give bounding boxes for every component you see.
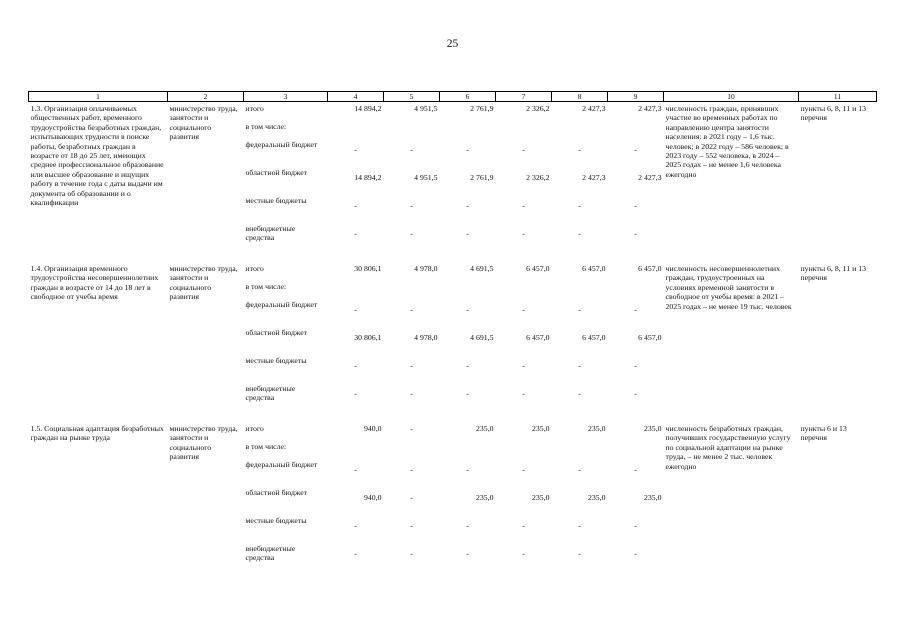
- amount-cell: -: [354, 201, 357, 210]
- amount-cell: 940,0: [363, 424, 382, 433]
- amount-cell: -: [634, 305, 637, 314]
- amount-cell: 940,0: [363, 493, 382, 502]
- amount-cell: 2 761,9: [470, 104, 494, 113]
- amount-cell: -: [578, 465, 581, 474]
- target-indicator: численность несовершеннолетних граждан, трудоустроенных на условиях временной занятости в свободное от учебы время: в 2021 – 2025 годах – не менее 19 тыс. человек: [665, 264, 792, 311]
- funding-source: итого: [245, 264, 264, 273]
- column-number: 6: [440, 92, 496, 102]
- amount-cell: -: [634, 389, 637, 398]
- amount-cell: -: [410, 465, 413, 474]
- page-number: 25: [446, 38, 459, 50]
- amount-cell: 6 457,0: [638, 264, 662, 273]
- activity-name: 1.5. Социальная адаптация безработных граждан на рынке труда: [30, 424, 164, 443]
- amount-cell: [440, 442, 496, 460]
- amount-cell: 4 951,5: [414, 173, 438, 182]
- amount-cell: -: [354, 361, 357, 370]
- amount-cell: -: [466, 389, 469, 398]
- amount-cell: 235,0: [531, 424, 550, 433]
- amount-cell: -: [410, 229, 413, 238]
- funding-source: в том числе:: [245, 442, 287, 451]
- amount-cell: -: [634, 521, 637, 530]
- amount-cell: -: [634, 229, 637, 238]
- amount-cell: -: [466, 549, 469, 558]
- amount-cell: -: [578, 361, 581, 370]
- amount-cell: -: [634, 465, 637, 474]
- amount-cell: -: [578, 145, 581, 154]
- amount-cell: -: [466, 521, 469, 530]
- amount-cell: -: [634, 145, 637, 154]
- amount-cell: -: [410, 145, 413, 154]
- amount-cell: -: [634, 361, 637, 370]
- amount-cell: [328, 442, 384, 460]
- amount-cell: [440, 282, 496, 300]
- amount-cell: [552, 122, 608, 140]
- funding-source: внебюджетные средства: [245, 544, 296, 563]
- amount-cell: 235,0: [475, 493, 494, 502]
- amount-cell: 6 457,0: [526, 333, 550, 342]
- amount-cell: 235,0: [587, 424, 606, 433]
- executor: министерство труда, занятости и социального развития: [169, 104, 238, 142]
- executor: министерство труда, занятости и социального развития: [169, 424, 238, 462]
- column-number: 3: [244, 92, 328, 102]
- column-number: 9: [608, 92, 664, 102]
- activity-name: 1.3. Организация оплачиваемых общественных работ, временного трудоустройства безработных граждан, испытывающих трудности в поиске работы, безработных граждан в возрасте от 18 до 25 лет, имеющих среднее профессиональное образование или высшее образование и ищущих работу в течение года с даты выдачи им документа об образовании и о квалификации: [30, 104, 164, 208]
- amount-cell: -: [466, 229, 469, 238]
- amount-cell: 2 761,9: [470, 173, 494, 182]
- amount-cell: -: [354, 465, 357, 474]
- amount-cell: 4 691,5: [470, 264, 494, 273]
- column-number-row: [29, 92, 877, 102]
- amount-cell: -: [522, 465, 525, 474]
- reference: пункты 6 и 13 перечня: [800, 424, 847, 443]
- table-row: [29, 104, 877, 122]
- amount-cell: -: [578, 549, 581, 558]
- amount-cell: 2 427,3: [582, 104, 606, 113]
- amount-cell: 235,0: [643, 493, 662, 502]
- amount-cell: [608, 282, 664, 300]
- funding-source: внебюджетные средства: [245, 224, 296, 243]
- amount-cell: -: [410, 424, 413, 433]
- reference: пункты 6, 8, 11 и 13 перечня: [800, 264, 866, 283]
- column-number: 1: [29, 92, 168, 102]
- amount-cell: -: [578, 305, 581, 314]
- funding-source: федеральный бюджет: [245, 300, 318, 309]
- amount-cell: -: [634, 549, 637, 558]
- amount-cell: -: [410, 521, 413, 530]
- amount-cell: 2 427,3: [638, 104, 662, 113]
- amount-cell: [608, 442, 664, 460]
- amount-cell: [384, 442, 440, 460]
- amount-cell: 2 326,2: [526, 173, 550, 182]
- column-number: 11: [799, 92, 877, 102]
- target-indicator: численность граждан, принявших участие во временных работах по направлению центра занятости населения: в 2021 году – 1,6 тыс. человек; в 2022 году – 586 человек; в 2023 году – 552 человека, в 2024 – 2025 годах – не менее 1,6 человека ежегодно: [665, 104, 789, 179]
- block-spacer: [29, 252, 877, 264]
- amount-cell: -: [522, 229, 525, 238]
- amount-cell: -: [354, 549, 357, 558]
- funding-source: местные бюджеты: [245, 516, 307, 525]
- amount-cell: [328, 122, 384, 140]
- amount-cell: 2 427,3: [582, 173, 606, 182]
- funding-source: местные бюджеты: [245, 196, 307, 205]
- column-number: 7: [496, 92, 552, 102]
- funding-source: итого: [245, 104, 264, 113]
- amount-cell: -: [578, 229, 581, 238]
- funding-source: областной бюджет: [245, 168, 308, 177]
- amount-cell: -: [578, 521, 581, 530]
- amount-cell: 235,0: [643, 424, 662, 433]
- funding-source: федеральный бюджет: [245, 460, 318, 469]
- column-number: 2: [168, 92, 244, 102]
- table-body: [29, 102, 877, 573]
- amount-cell: -: [410, 361, 413, 370]
- amount-cell: 14 894,2: [354, 104, 382, 113]
- amount-cell: [608, 122, 664, 140]
- column-number: 10: [664, 92, 799, 102]
- amount-cell: 14 894,2: [354, 173, 382, 182]
- target-indicator: численность безработных граждан, получивших государственную услугу по социальной адаптации на рынке труда, – не менее 2 тыс. человек ежегодно: [665, 424, 791, 471]
- amount-cell: [496, 122, 552, 140]
- amount-cell: -: [522, 389, 525, 398]
- column-number: 8: [552, 92, 608, 102]
- amount-cell: -: [522, 201, 525, 210]
- amount-cell: [552, 282, 608, 300]
- program-table: [28, 91, 877, 572]
- funding-source: федеральный бюджет: [245, 140, 318, 149]
- reference: пункты 6, 8, 11 и 13 перечня: [800, 104, 866, 123]
- amount-cell: 4 691,5: [470, 333, 494, 342]
- amount-cell: -: [410, 549, 413, 558]
- amount-cell: -: [522, 305, 525, 314]
- amount-cell: [328, 282, 384, 300]
- amount-cell: 2 427,3: [638, 173, 662, 182]
- amount-cell: 6 457,0: [526, 264, 550, 273]
- amount-cell: -: [466, 145, 469, 154]
- amount-cell: -: [410, 389, 413, 398]
- amount-cell: 6 457,0: [582, 264, 606, 273]
- funding-source: местные бюджеты: [245, 356, 307, 365]
- amount-cell: -: [354, 229, 357, 238]
- amount-cell: 4 951,5: [414, 104, 438, 113]
- amount-cell: -: [466, 201, 469, 210]
- funding-source: областной бюджет: [245, 488, 308, 497]
- amount-cell: 30 806,1: [354, 333, 382, 342]
- amount-cell: 6 457,0: [638, 333, 662, 342]
- amount-cell: 6 457,0: [582, 333, 606, 342]
- column-number: 5: [384, 92, 440, 102]
- amount-cell: [496, 282, 552, 300]
- activity-name: 1.4. Организация временного трудоустройства несовершеннолетних граждан в возрасте от 14 до 18 лет в свободное от учебы время: [30, 264, 159, 302]
- amount-cell: -: [466, 305, 469, 314]
- funding-source: внебюджетные средства: [245, 384, 296, 403]
- amount-cell: -: [522, 521, 525, 530]
- funding-source: в том числе:: [245, 282, 287, 291]
- amount-cell: -: [522, 549, 525, 558]
- amount-cell: -: [354, 305, 357, 314]
- amount-cell: -: [410, 493, 413, 502]
- amount-cell: [384, 122, 440, 140]
- amount-cell: -: [354, 145, 357, 154]
- funding-source: итого: [245, 424, 264, 433]
- amount-cell: -: [410, 305, 413, 314]
- funding-source: областной бюджет: [245, 328, 308, 337]
- amount-cell: -: [634, 201, 637, 210]
- amount-cell: 235,0: [475, 424, 494, 433]
- table-row: [29, 424, 877, 442]
- column-number: 4: [328, 92, 384, 102]
- amount-cell: 235,0: [531, 493, 550, 502]
- amount-cell: 4 978,0: [414, 333, 438, 342]
- amount-cell: 235,0: [587, 493, 606, 502]
- amount-cell: [440, 122, 496, 140]
- amount-cell: [384, 282, 440, 300]
- block-spacer: [29, 412, 877, 424]
- amount-cell: -: [410, 201, 413, 210]
- amount-cell: -: [522, 145, 525, 154]
- amount-cell: -: [522, 361, 525, 370]
- amount-cell: -: [354, 389, 357, 398]
- executor: министерство труда, занятости и социального развития: [169, 264, 238, 302]
- amount-cell: [496, 442, 552, 460]
- amount-cell: 2 326,2: [526, 104, 550, 113]
- amount-cell: [552, 442, 608, 460]
- amount-cell: -: [578, 389, 581, 398]
- amount-cell: -: [466, 361, 469, 370]
- amount-cell: -: [578, 201, 581, 210]
- funding-source: в том числе:: [245, 122, 287, 131]
- amount-cell: -: [466, 465, 469, 474]
- amount-cell: 30 806,1: [354, 264, 382, 273]
- amount-cell: -: [354, 521, 357, 530]
- amount-cell: 4 978,0: [414, 264, 438, 273]
- table-row: [29, 264, 877, 282]
